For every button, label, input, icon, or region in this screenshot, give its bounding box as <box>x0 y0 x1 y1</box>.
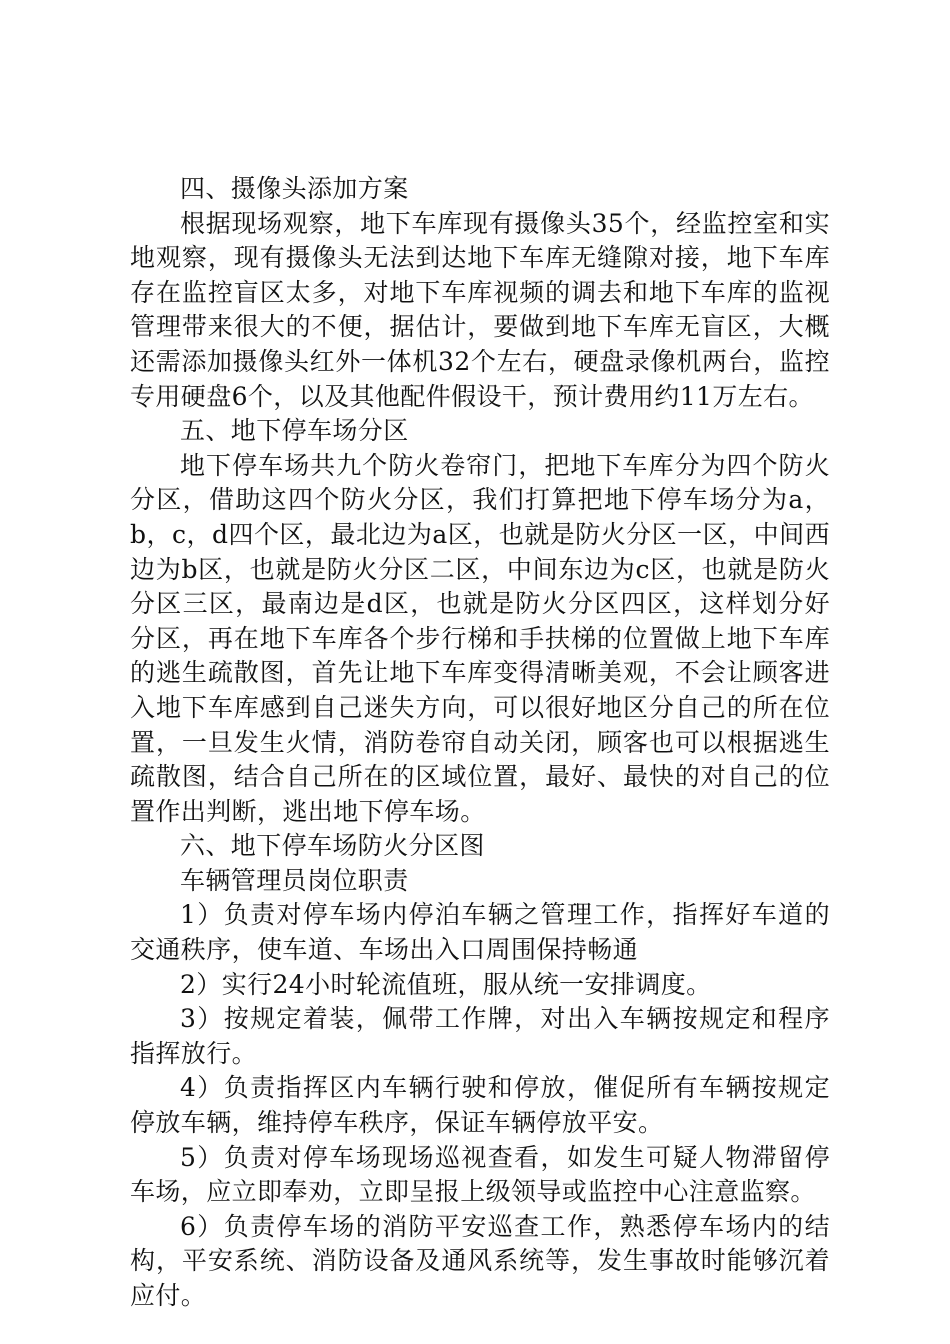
duties-title: 车辆管理员岗位职责 <box>180 865 409 895</box>
section6-title: 六、地下停车场防火分区图 <box>180 831 485 861</box>
duty-item-3: 3）按规定着装，佩带工作牌，对出入车辆按规定和程序指挥放行。 <box>130 1004 830 1068</box>
duty-item-1: 1）负责对停车场内停泊车辆之管理工作，指挥好车道的交通秩序，使车道、车场出入口周围保持畅通 <box>130 900 830 965</box>
section5-title: 五、地下停车场分区 <box>180 416 409 446</box>
document-page <box>130 172 830 1314</box>
section4-title: 四、摄像头添加方案 <box>180 174 409 203</box>
duty-item-2: 2）实行24小时轮流值班，服从统一安排调度。 <box>180 969 712 999</box>
duty-item-5: 5）负责对停车场现场巡视查看，如发生可疑人物滞留停车场，应立即奉劝，立即呈报上级领导或监控中心注意监察。 <box>130 1142 830 1207</box>
duty-item-6: 6）负责停车场的消防平安巡查工作，熟悉停车场内的结构，平安系统、消防设备及通风系统等，发生事故时能够沉着应付。 <box>130 1211 830 1310</box>
duty-item-4: 4）负责指挥区内车辆行驶和停放，催促所有车辆按规定停放车辆，维持停车秩序，保证车辆停放平安。 <box>130 1073 830 1138</box>
section4-body: 根据现场观察，地下车库现有摄像头35个，经监控室和实地观察，现有摄像头无法到达地下车库无缝隙对接，地下车库存在监控盲区太多，对地下车库视频的调去和地下车库的监视管理带来很大的不便，据估计，要做到地下车库无盲区，大概还需添加摄像头红外一体机32个左右，硬盘录像机两台，监控专用硬盘6个，以及其他配件假设干，预计费用约11万左右。 <box>130 208 830 411</box>
section5-body: 地下停车场共九个防火卷帘门，把地下车库分为四个防火分区，借助这四个防火分区，我们打算把地下停车场分为a，b，c，d四个区，最北边为a区，也就是防火分区一区，中间西边为b区，也就是防火分区二区，中间东边为c区，也就是防火分区三区，最南边是d区，也就是防火分区四区，这样划分好分区，再在地下车库各个步行梯和手扶梯的位置做上地下车库的逃生疏散图，首先让地下车库变得清晰美观，不会让顾客进入地下车库感到自己迷失方向，可以很好地区分自己的所在位置，一旦发生火情，消防卷帘自动关闭，顾客也可以根据逃生疏散图，结合自己所在的区域位置，最好、最快的对自己的位置作出判断，逃出地下停车场。 <box>130 450 830 826</box>
